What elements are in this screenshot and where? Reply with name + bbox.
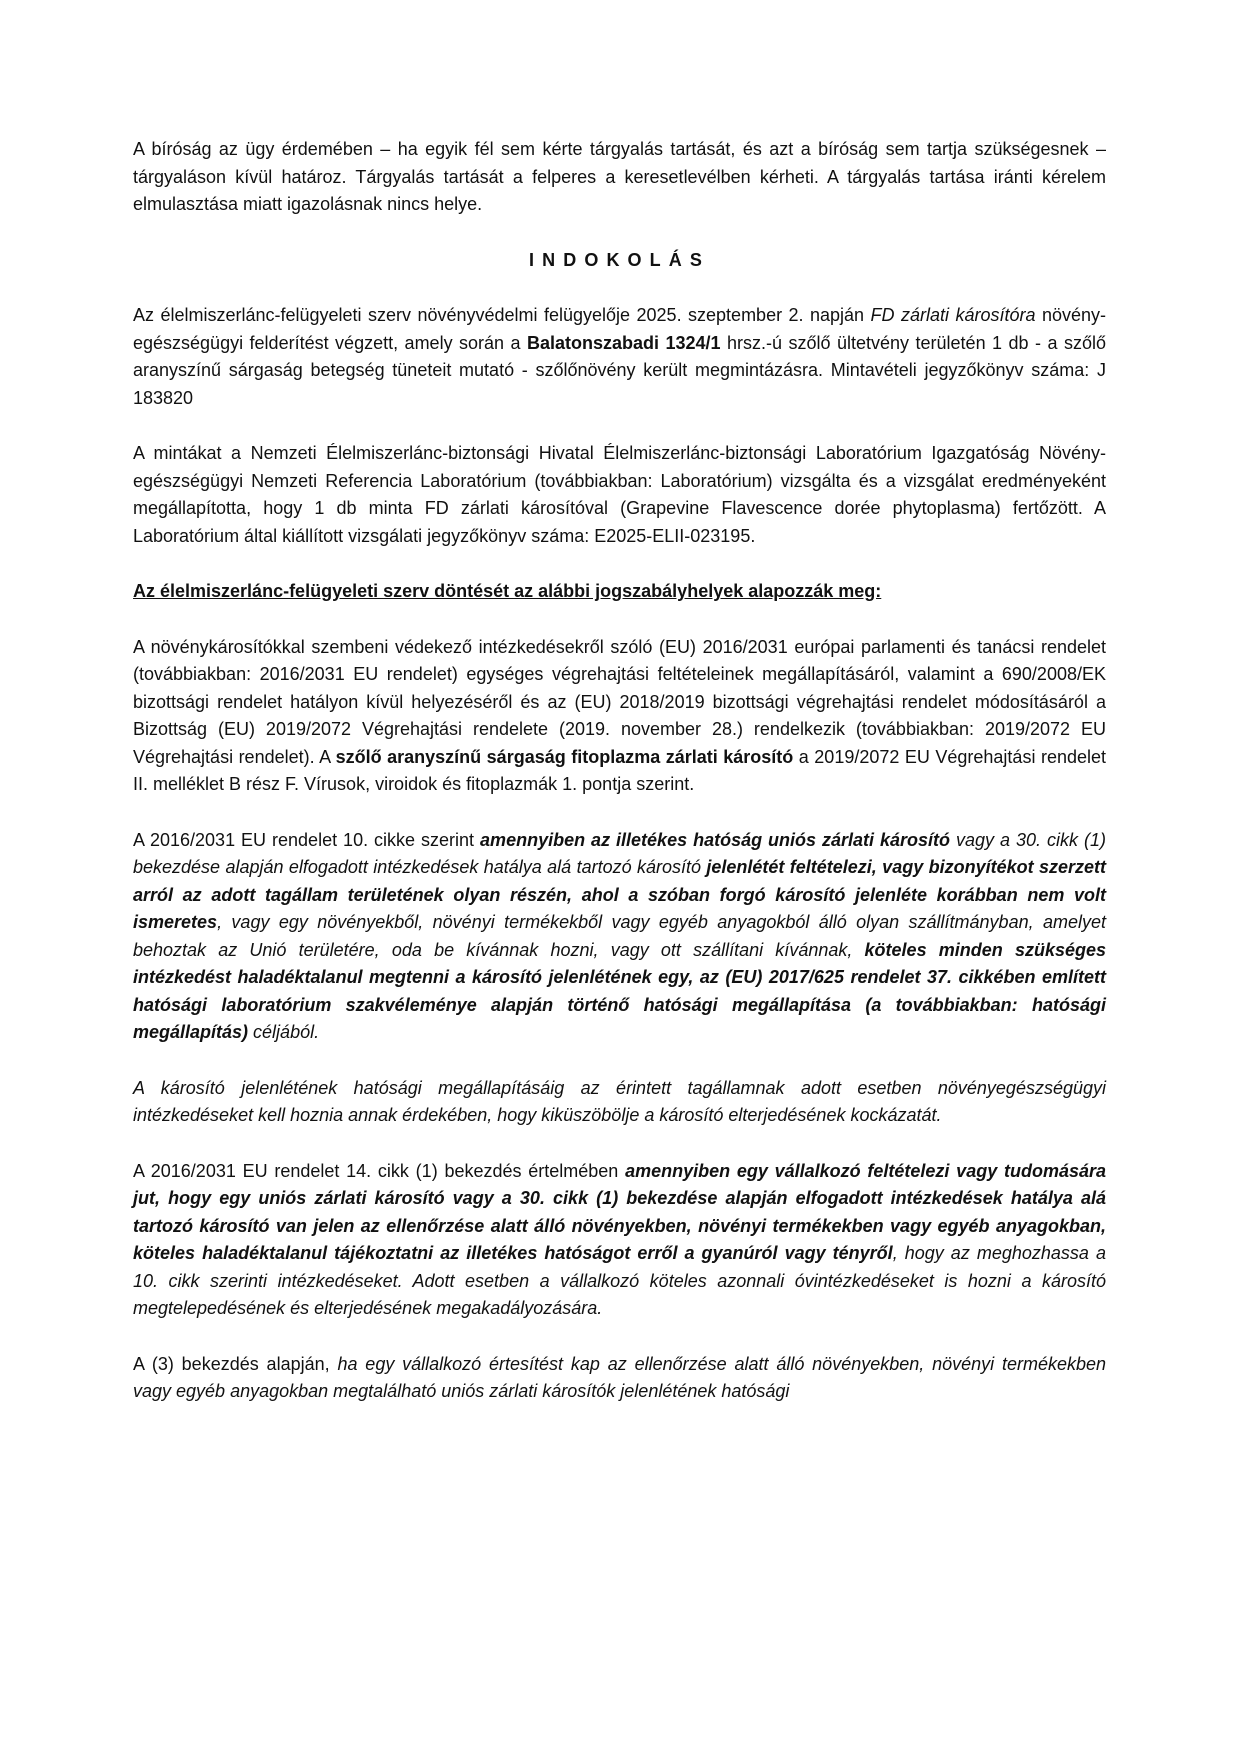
article10-quote-italic-3: céljából. xyxy=(248,1022,320,1042)
reasoning-heading: INDOKOLÁS xyxy=(529,249,710,270)
legal-basis-heading: Az élelmiszerlánc-felügyeleti szerv döntését az alábbi jogszabályhelyek alapozzák meg: xyxy=(133,581,882,601)
regulation-tail-text: a 2019/2072 EU Végrehajtási rendelet II. melléklet B rész F. Vírusok, viroidok és fitoplazmák 1. pontja szerint. xyxy=(133,746,1106,794)
paragraph-court-procedure: A bíróság az ügy érdemében – ha egyik fél sem kérte tárgyalás tartását, és azt a bíróság sem tartja szükségesnek – tárgyaláson kívül határoz. Tárgyalás tartását a felperes a keresetlevélben kérheti. A tárgyalás tartása iránti kérelem elmulasztása miatt igazolásnak nincs helye. xyxy=(133,139,1106,214)
survey-lead-text: Az élelmiszerlánc-felügyeleti szerv növényvédelmi felügyelője 2025. szeptember 2. napján xyxy=(133,305,871,325)
survey-mid-text: növény-egészségügyi felderítést végzett, amely során a xyxy=(133,305,1106,353)
paragraph-interim-measures: A károsító jelenlétének hatósági megállapításáig az érintett tagállamnak adott esetben növényegészségügyi intézkedéseket kell hoznia annak érdekében, hogy kiküszöbölje a károsító elterjedésének kockázatát. xyxy=(133,1077,1106,1125)
section3-quote-italic: ha egy vállalkozó értesítést kap az ellenőrzése alatt álló növényekben, növényi termékekben vagy egyéb anyagokban megtalálható uniós zárlati károsítók jelenlétének hatósági xyxy=(133,1353,1107,1401)
article10-quote-italic-2: , vagy egy növényekből, növényi termékekből vagy egyéb anyagokból álló olyan szállítmányban, amelyet behoztak az Unió területére, oda be kívánnak hozni, vagy ott szállítani kívánnak, xyxy=(133,912,1106,960)
paragraph-article-14 xyxy=(133,1158,1106,1323)
article14-quote-bold: amennyiben egy vállalkozó feltételezi vagy tudomására jut, hogy egy uniós zárlati károsító vagy a 30. cikk (1) bekezdése alapján elfogadott intézkedések hatálya alá tartozó károsító van jelen az ellenőrzése alatt álló növényekben, növényi termékekben vagy egyéb anyagokban, köteles haladéktalanul tájékoztatni az illetékes hatóságot erről a gyanúról vagy tényről xyxy=(133,1160,1106,1263)
article14-lead-text: A 2016/2031 EU rendelet 14. cikk (1) bekezdés értelmében xyxy=(133,1160,626,1181)
article14-quote-italic: , hogy az meghozhassa a 10. cikk szerinti intézkedéseket. Adott esetben a vállalkozó köteles azonnali óvintézkedéseket is hozni a károsító megtelepedésének és elterjedésének megakadályozására. xyxy=(133,1243,1106,1318)
article10-quote-bold-2: jelenlétét feltételezi, vagy bizonyítékot szerzett arról az adott tagállam területének olyan részén, ahol a szóban forgó károsító jelenléte korábban nem volt ismeretes xyxy=(133,857,1106,932)
survey-parcel-number: Balatonszabadi 1324/1 xyxy=(527,332,721,353)
paragraph-survey xyxy=(133,302,1106,412)
paragraph-section-3 xyxy=(133,1351,1106,1406)
survey-tail-text: hrsz.-ú szőlő ültetvény területén 1 db - a szőlő aranyszínű sárgaság betegség tüneteit mutató - szőlőnövény került megmintázásra. Mintavételi jegyzőkönyv száma: J 183820 xyxy=(133,332,1106,408)
paragraph-article-10 xyxy=(133,827,1106,1047)
paragraph-laboratory: A mintákat a Nemzeti Élelmiszerlánc-biztonsági Hivatal Élelmiszerlánc-biztonsági Laboratórium Igazgatóság Növény-egészségügyi Nemzeti Referencia Laboratórium (továbbiakban: Laboratórium) vizsgálta és a vizsgálat eredményeként megállapította, hogy 1 db minta FD zárlati károsítóval (Grapevine Flavescence dorée phytoplasma) fertőzött. A Laboratórium által kiállított vizsgálati jegyzőkönyv száma: E2025-ELII-023195. xyxy=(133,443,1106,546)
article10-lead-text: A 2016/2031 EU rendelet 10. cikke szerint xyxy=(133,829,481,850)
article10-quote-italic-1: vagy a 30. cikk (1) bekezdése alapján elfogadott intézkedések hatálya alá tartozó károsító xyxy=(133,829,1106,877)
paragraph-regulation-2019-2072 xyxy=(133,634,1106,799)
article10-quote-bold-1: amennyiben az illetékes hatóság uniós zárlati károsító xyxy=(480,829,951,850)
regulation-lead-text: A növénykárosítókkal szembeni védekező intézkedésekről szóló (EU) 2016/2031 európai parlamenti és tanácsi rendelet (továbbiakban: 2016/2031 EU rendelet) egységes végrehajtási feltételeinek megállapításáról, valamint a 690/2008/EK bizottsági rendelet hatályon kívül helyezéséről és az (EU) 2018/2019 bizottsági végrehajtási rendelet módosításáról a Bizottság (EU) 2019/2072 Végrehajtási rendelete (2019. november 28.) rendelkezik (továbbiakban: 2019/2072 EU Végrehajtási rendelet). A xyxy=(133,636,1106,767)
section3-lead-text: A (3) bekezdés alapján, xyxy=(133,1353,338,1374)
regulation-pest-name: szőlő aranyszínű sárgaság fitoplazma zárlati károsító xyxy=(335,746,794,767)
article10-quote-bold-3: köteles minden szükséges intézkedést haladéktalanul megtenni a károsító jelenlétének egy, az (EU) 2017/625 rendelet 37. cikkében említett hatósági laboratórium szakvéleménye alapján történő hatósági megállapítása (a továbbiakban: hatósági megállapítás) xyxy=(133,939,1106,1042)
survey-pest-name: FD zárlati károsítóra xyxy=(870,305,1036,325)
